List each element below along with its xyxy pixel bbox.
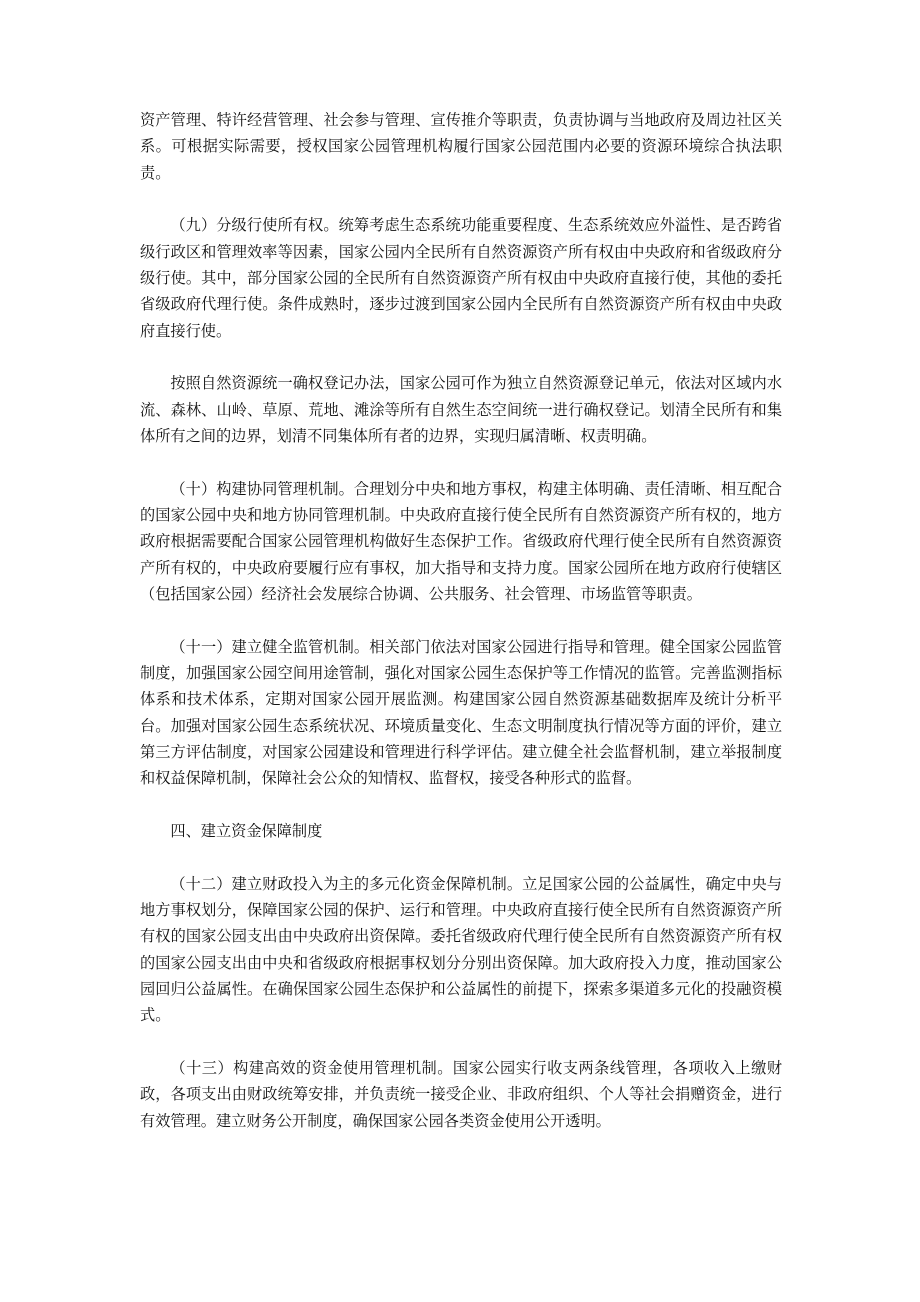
paragraph-section-12: （十二）建立财政投入为主的多元化资金保障机制。立足国家公园的公益属性，确定中央与地方事权划分，保障国家公园的保护、运行和管理。中央政府直接行使全民所有自然资源资产所有权的国家公园支出由中央政府出资保障。委托省级政府代理行使全民所有自然资源资产所有权的国家公园支出由中央和省级政府根据事权划分分别出资保障。加大政府投入力度，推动国家公园回归公益属性。在确保国家公园生态保护和公益属性的前提下，探索多渠道多元化的投融资模式。 (140, 874, 782, 1025)
paragraph-section-10: （十）构建协同管理机制。合理划分中央和地方事权，构建主体明确、责任清晰、相互配合的国家公园中央和地方协同管理机制。中央政府直接行使全民所有自然资源资产所有权的，地方政府根据需要配合国家公园管理机构做好生态保护工作。省级政府代理行使全民所有自然资源资产所有权的，中央政府要履行应有事权，加大指导和支持力度。国家公园所在地方政府行使辖区（包括国家公园）经济社会发展综合协调、公共服务、社会管理、市场监管等职责。 (140, 479, 782, 603)
paragraph-section-9: （九）分级行使所有权。统筹考虑生态系统功能重要程度、生态系统效应外溢性、是否跨省级行政区和管理效率等因素，国家公园内全民所有自然资源资产所有权由中央政府和省级政府分级行使。其中，部分国家公园的全民所有自然资源资产所有权由中央政府直接行使，其他的委托省级政府代理行使。条件成熟时，逐步过渡到国家公园内全民所有自然资源资产所有权由中央政府直接行使。 (140, 216, 782, 340)
paragraph-registration: 按照自然资源统一确权登记办法，国家公园可作为独立自然资源登记单元，依法对区域内水流、森林、山岭、草原、荒地、滩涂等所有自然生态空间统一进行确权登记。划清全民所有和集体所有之间的边界，划清不同集体所有者的边界，实现归属清晰、权责明确。 (140, 374, 782, 445)
document-page (140, 107, 782, 1161)
paragraph-section-11: （十一）建立健全监管机制。相关部门依法对国家公园进行指导和管理。健全国家公园监管制度，加强国家公园空间用途管制，强化对国家公园生态保护等工作情况的监管。完善监测指标体系和技术体系，定期对国家公园开展监测。构建国家公园自然资源基础数据库及统计分析平台。加强对国家公园生态系统状况、环境质量变化、生态文明制度执行情况等方面的评价，建立第三方评估制度，对国家公园建设和管理进行科学评估。建立健全社会监督机制，建立举报制度和权益保障机制，保障社会公众的知情权、监督权，接受各种形式的监督。 (140, 637, 782, 788)
section-heading-funding: 四、建立资金保障制度 (170, 822, 323, 841)
paragraph-continuation: 资产管理、特许经营管理、社会参与管理、宣传推介等职责，负责协调与当地政府及周边社区关系。可根据实际需要，授权国家公园管理机构履行国家公园范围内必要的资源环境综合执法职责。 (140, 111, 782, 182)
paragraph-section-13: （十三）构建高效的资金使用管理机制。国家公园实行收支两条线管理，各项收入上缴财政，各项支出由财政统筹安排，并负责统一接受企业、非政府组织、个人等社会捐赠资金，进行有效管理。建立财务公开制度，确保国家公园各类资金使用公开透明。 (140, 1059, 782, 1130)
